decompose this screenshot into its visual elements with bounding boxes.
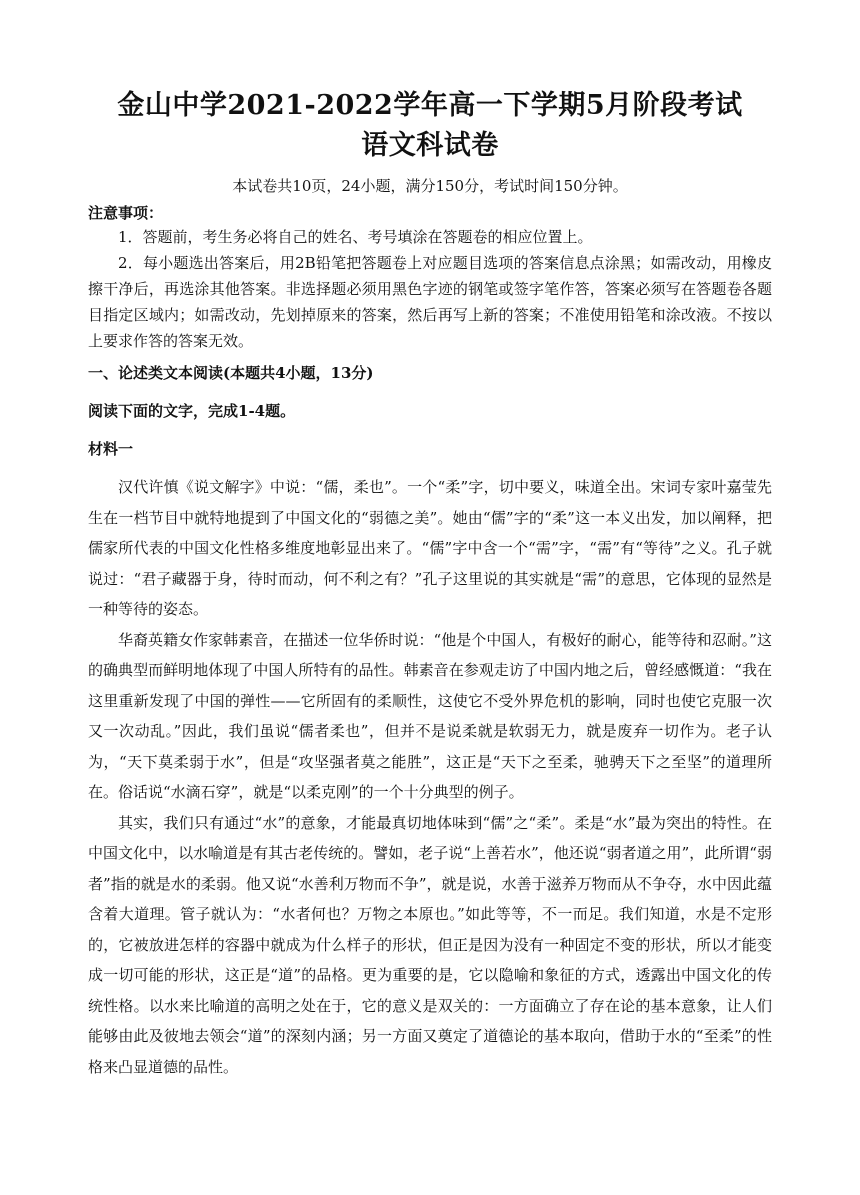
body-paragraph: 其实，我们只有通过“水”的意象，才能最真切地体味到“儒”之“柔”。柔是“水”最为突出的特性。在中国文化中，以水喻道是有其古老传统的。譬如，老子说“上善若水”，他还说“弱者道之用”，此所谓“弱者”指的就是水的柔弱。他又说“水善利万物而不争”，就是说，水善于滋养万物而从不争夺，水中因此蕴含着大道理。管子就认为：“水者何也？万物之本原也。”如此等等，不一而足。我们知道，水是不定形的，它被放进怎样的容器中就成为什么样子的形状，但正是因为没有一种固定不变的形状，所以才能变成一切可能的形状，这正是“道”的品格。更为重要的是，它以隐喻和象征的方式，透露出中国文化的传统性格。以水来比喻道的高明之处在于，它的意义是双关的：一方面确立了存在论的基本意象，让人们能够由此及彼地去领会“道”的深刻内涵；另一方面又奠定了道德论的基本取向，借助于水的“至柔”的性格来凸显道德的品性。 — [88, 813, 772, 1076]
section-heading: 一、论述类文本阅读(本题共4小题，13分) — [88, 364, 374, 382]
notice-heading: 注意事项： — [88, 204, 164, 222]
exam-subtitle: 语文科试卷 — [361, 130, 499, 161]
notice-item: 2．每小题选出答案后，用2B铅笔把答题卷上对应题目选项的答案信息点涂黑；如需改动，用橡皮擦干净后，再选涂其他答案。非选择题必须用黑色字迹的钢笔或签字笔作答，答案必须写在答题卷各题目指定区域内；如需改动，先划掉原来的答案，然后再写上新的答案；不准使用铅笔和涂改液。不按以上要求作答的答案无效。 — [88, 254, 772, 350]
exam-title: 金山中学2021-2022学年高一下学期5月阶段考试 — [117, 90, 743, 121]
body-paragraph: 华裔英籍女作家韩素音，在描述一位华侨时说：“他是个中国人，有极好的耐心，能等待和忍耐。”这的确典型而鲜明地体现了中国人所特有的品性。韩素音在参观走访了中国内地之后，曾经感慨道：“我在这里重新发现了中国的弹性——它所固有的柔顺性，这使它不受外界危机的影响，同时也使它克服一次又一次动乱。”因此，我们虽说“儒者柔也”，但并不是说柔就是软弱无力，就是废弃一切作为。老子认为，“天下莫柔弱于水”，但是“攻坚强者莫之能胜”，这正是“天下之至柔，驰骋天下之至坚”的道理所在。俗话说“水滴石穿”，就是“以柔克刚”的一个十分典型的例子。 — [88, 630, 772, 801]
exam-info: 本试卷共10页，24小题，满分150分，考试时间150分钟。 — [232, 177, 628, 195]
reading-instruction: 阅读下面的文字，完成1-4题。 — [88, 402, 296, 420]
material-label: 材料一 — [88, 440, 134, 458]
body-paragraph: 汉代许慎《说文解字》中说：“儒，柔也”。一个“柔”字，切中要义，味道全出。宋词专家叶嘉莹先生在一档节目中就特地提到了中国文化的“弱德之美”。她由“儒”字的“柔”这一本义出发，加以阐释，把儒家所代表的中国文化性格多维度地彰显出来了。“儒”字中含一个“需”字，“需”有“等待”之义。孔子就说过：“君子藏器于身，待时而动，何不利之有？”孔子这里说的其实就是“需”的意思，它体现的显然是一种等待的姿态。 — [88, 478, 772, 618]
notice-item: 1．答题前，考生务必将自己的姓名、考号填涂在答题卷的相应位置上。 — [118, 228, 593, 246]
